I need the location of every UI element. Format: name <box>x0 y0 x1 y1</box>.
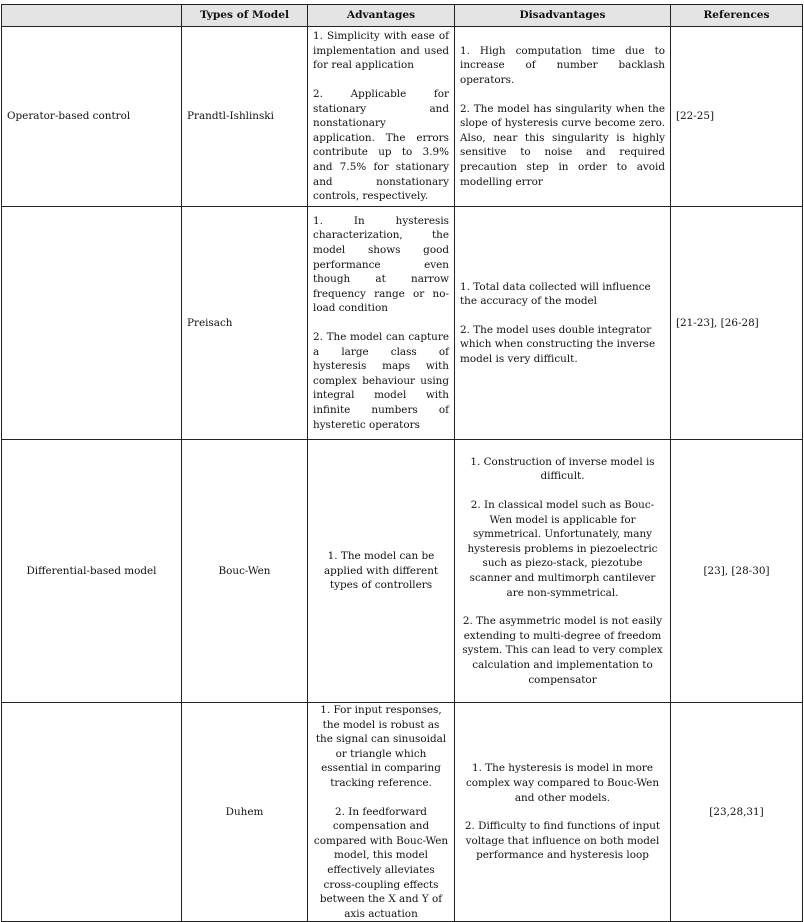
disadvantages-cell <box>455 27 671 207</box>
model-cell: Prandtl-Ishlinski <box>182 27 308 207</box>
advantages-cell <box>308 703 455 922</box>
header-references: References <box>671 5 803 27</box>
advantage-item: 1. For input responses, the model is robust as the signal can sinusoidal or triangle which essential in comparing tracking reference. <box>315 704 447 789</box>
disadvantages-cell <box>455 207 671 440</box>
header-types-of-model: Types of Model <box>182 5 308 27</box>
advantages-cell <box>308 440 455 703</box>
disadvantage-item: 2. The model uses double integrator which when constructing the inverse model is very difficult. <box>460 323 656 365</box>
disadvantage-item: 2. In classical model such as Bouc-Wen model is applicable for symmetrical. Unfortunately, many hysteresis problems in piezoelectric such as piezo-stack, piezotube scanner and multimorph cantilever are non-symmetrical. <box>467 499 658 599</box>
disadvantages-cell <box>455 440 671 703</box>
references-cell: [23], [28-30] <box>671 440 803 703</box>
table-row <box>2 440 803 703</box>
advantage-item: 1. Simplicity with ease of implementation and used for real application <box>313 30 449 72</box>
category-cell: Operator-based control <box>2 27 182 207</box>
disadvantage-item: 2. Difficulty to find functions of input voltage that influence on both model performance and hysteresis loop <box>464 820 661 862</box>
hysteresis-model-comparison-table <box>1 4 803 922</box>
category-cell <box>2 207 182 440</box>
header-advantages: Advantages <box>308 5 455 27</box>
advantages-cell <box>308 207 455 440</box>
disadvantages-cell <box>455 703 671 922</box>
advantage-item: 2. Applicable for stationary and nonstationary application. The errors contribute up to 3.9% and 7.5% for stationary and nonstationary controls, respectively. <box>313 88 449 203</box>
disadvantage-item: 1. The hysteresis is model in more complex way compared to Bouc-Wen and other models. <box>465 762 660 804</box>
advantage-item: 2. In feedforward compensation and compared with Bouc-Wen model, this model effectively alleviates cross-coupling effects between the X and Y of axis actuation <box>313 805 449 920</box>
category-cell <box>2 703 182 922</box>
disadvantage-item: 1. Total data collected will influence the accuracy of the model <box>460 280 651 308</box>
advantage-item: 1. In hysteresis characterization, the model shows good performance even though at narrow frequency range or no-load condition <box>313 214 449 315</box>
references-cell: [21-23], [26-28] <box>671 207 803 440</box>
model-cell: Duhem <box>182 703 308 922</box>
disadvantage-item: 1. Construction of inverse model is difficult. <box>470 455 655 483</box>
table-row <box>2 207 803 440</box>
header-category <box>2 5 182 27</box>
disadvantage-item: 2. The model has singularity when the slope of hysteresis curve become zero. Also, near this singularity is highly sensitive to noise and required precaution step in order to avoid modelling error <box>460 102 665 188</box>
advantage-item: 1. The model can be applied with different types of controllers <box>323 550 439 592</box>
category-cell: Differential-based model <box>2 440 182 703</box>
advantages-cell <box>308 27 455 207</box>
model-cell: Preisach <box>182 207 308 440</box>
advantage-item: 2. The model can capture a large class of hysteresis maps with complex behaviour using integral model with infinite numbers of hysteretic operators <box>313 331 449 431</box>
header-row <box>2 5 803 27</box>
table-row <box>2 703 803 922</box>
disadvantage-item: 1. High computation time due to increase of number backlash operators. <box>460 44 665 87</box>
references-cell: [22-25] <box>671 27 803 207</box>
references-cell: [23,28,31] <box>671 703 803 922</box>
header-disadvantages: Disadvantages <box>455 5 671 27</box>
disadvantage-item: 2. The asymmetric model is not easily extending to multi-degree of freedom system. This can lead to very complex calculation and implementation to compensator <box>462 615 663 686</box>
table-row <box>2 27 803 207</box>
model-cell: Bouc-Wen <box>182 440 308 703</box>
